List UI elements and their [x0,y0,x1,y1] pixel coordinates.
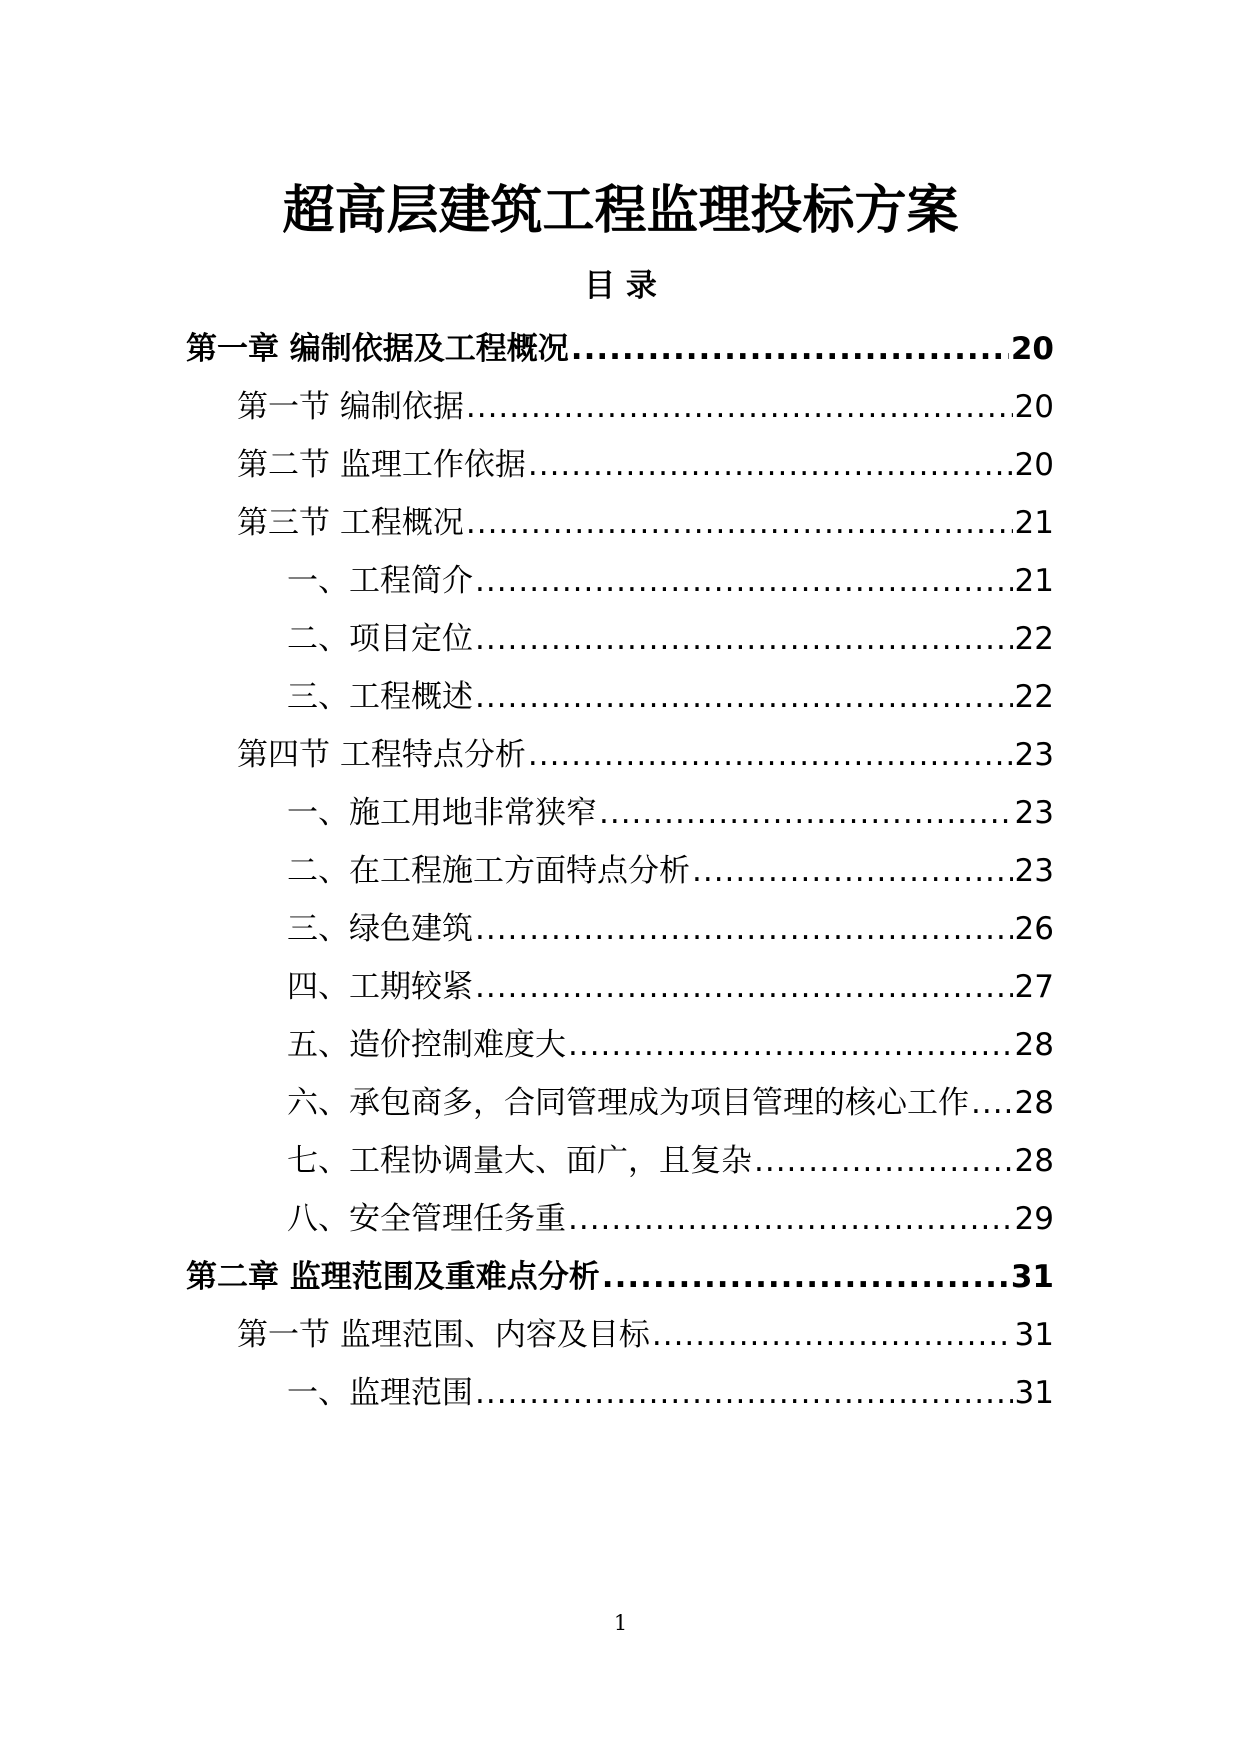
toc-entry-section[interactable] [237,383,1054,431]
toc-entry-page: 20 [1014,447,1054,483]
toc-entry-section[interactable] [237,731,1054,779]
toc-dot-leader [475,557,1013,605]
toc-entry-subsection[interactable] [287,789,1054,837]
toc-entry-page: 27 [1014,969,1054,1005]
toc-entry-subsection[interactable] [287,1079,1054,1127]
toc-entry-text: 一、工程简介 [287,563,473,599]
toc-entry-chapter-2[interactable] [186,1253,1054,1301]
toc-entry-text: 八、安全管理任务重 [287,1201,566,1237]
toc-dot-leader [971,1079,1013,1127]
toc-entry-subsection[interactable] [287,905,1054,953]
toc-entry-text: 第四节 工程特点分析 [237,737,526,773]
toc-dot-leader [475,615,1013,663]
toc-entry-page: 22 [1014,621,1054,657]
toc-entry-subsection[interactable] [287,1137,1054,1185]
toc-dot-leader [568,1021,1013,1069]
toc-entry-text: 三、绿色建筑 [287,911,473,947]
toc-dot-leader [475,963,1013,1011]
toc-entry-page: 20 [1010,331,1054,367]
toc-dot-leader [528,731,1013,779]
toc-entry-text: 第一节 编制依据 [237,389,464,425]
toc-entry-text: 五、造价控制难度大 [287,1027,566,1063]
toc-entry-subsection[interactable] [287,847,1054,895]
toc-entry-text: 七、工程协调量大、面广，且复杂 [287,1143,752,1179]
toc-entry-section[interactable] [237,441,1054,489]
toc-entry-page: 23 [1014,795,1054,831]
toc-entry-text: 二、项目定位 [287,621,473,657]
toc-entry-page: 21 [1014,563,1054,599]
toc-dot-leader [528,441,1013,489]
toc-entry-page: 26 [1014,911,1054,947]
toc-entry-subsection[interactable] [287,1369,1054,1417]
toc-entry-text: 六、承包商多，合同管理成为项目管理的核心工作 [287,1085,969,1121]
toc-dot-leader [692,847,1013,895]
toc-entry-page: 31 [1014,1375,1054,1411]
toc-entry-page: 31 [1014,1317,1054,1353]
toc-entry-subsection[interactable] [287,557,1054,605]
toc-entry-text: 一、监理范围 [287,1375,473,1411]
document-title: 超高层建筑工程监理投标方案 [282,181,959,241]
toc-entry-text: 二、在工程施工方面特点分析 [287,853,690,889]
toc-entry-page: 23 [1014,853,1054,889]
toc-entry-page: 31 [1010,1259,1054,1295]
toc-entry-text: 第二章 监理范围及重难点分析 [186,1259,600,1295]
toc-dot-leader [475,905,1013,953]
toc-entry-subsection[interactable] [287,615,1054,663]
toc-dot-leader [568,1195,1013,1243]
toc-entry-page: 20 [1014,389,1054,425]
toc-entry-text: 第三节 工程概况 [237,505,464,541]
toc-entry-page: 21 [1014,505,1054,541]
toc-dot-leader [599,789,1013,837]
toc-dot-leader [466,383,1013,431]
toc-entry-page: 29 [1014,1201,1054,1237]
toc-dot-leader [754,1137,1013,1185]
toc-entry-subsection[interactable] [287,1195,1054,1243]
toc-entry-subsection[interactable] [287,673,1054,721]
toc-entry-text: 第一章 编制依据及工程概况 [186,331,569,367]
toc-entry-subsection[interactable] [287,963,1054,1011]
toc-entry-page: 28 [1014,1027,1054,1063]
toc-dot-leader [475,673,1013,721]
toc-entry-text: 第二节 监理工作依据 [237,447,526,483]
toc-entry-page: 23 [1014,737,1054,773]
toc-entry-section[interactable] [237,499,1054,547]
toc-heading: 目 录 [584,268,657,304]
toc-dot-leader [466,499,1013,547]
toc-entry-section[interactable] [237,1311,1054,1359]
toc-entry-subsection[interactable] [287,1021,1054,1069]
toc-dot-leader [475,1369,1013,1417]
toc-entry-chapter-1[interactable] [186,325,1054,373]
toc-entry-page: 28 [1014,1143,1054,1179]
page-number: 1 [613,1611,628,1635]
toc-entry-text: 一、施工用地非常狭窄 [287,795,597,831]
toc-entry-text: 四、工期较紧 [287,969,473,1005]
toc-dot-leader [602,1253,1009,1301]
toc-entry-page: 22 [1014,679,1054,715]
toc-entry-text: 第一节 监理范围、内容及目标 [237,1317,650,1353]
toc-dot-leader [571,325,1009,373]
toc-entry-page: 28 [1014,1085,1054,1121]
toc-dot-leader [652,1311,1013,1359]
toc-entry-text: 三、工程概述 [287,679,473,715]
